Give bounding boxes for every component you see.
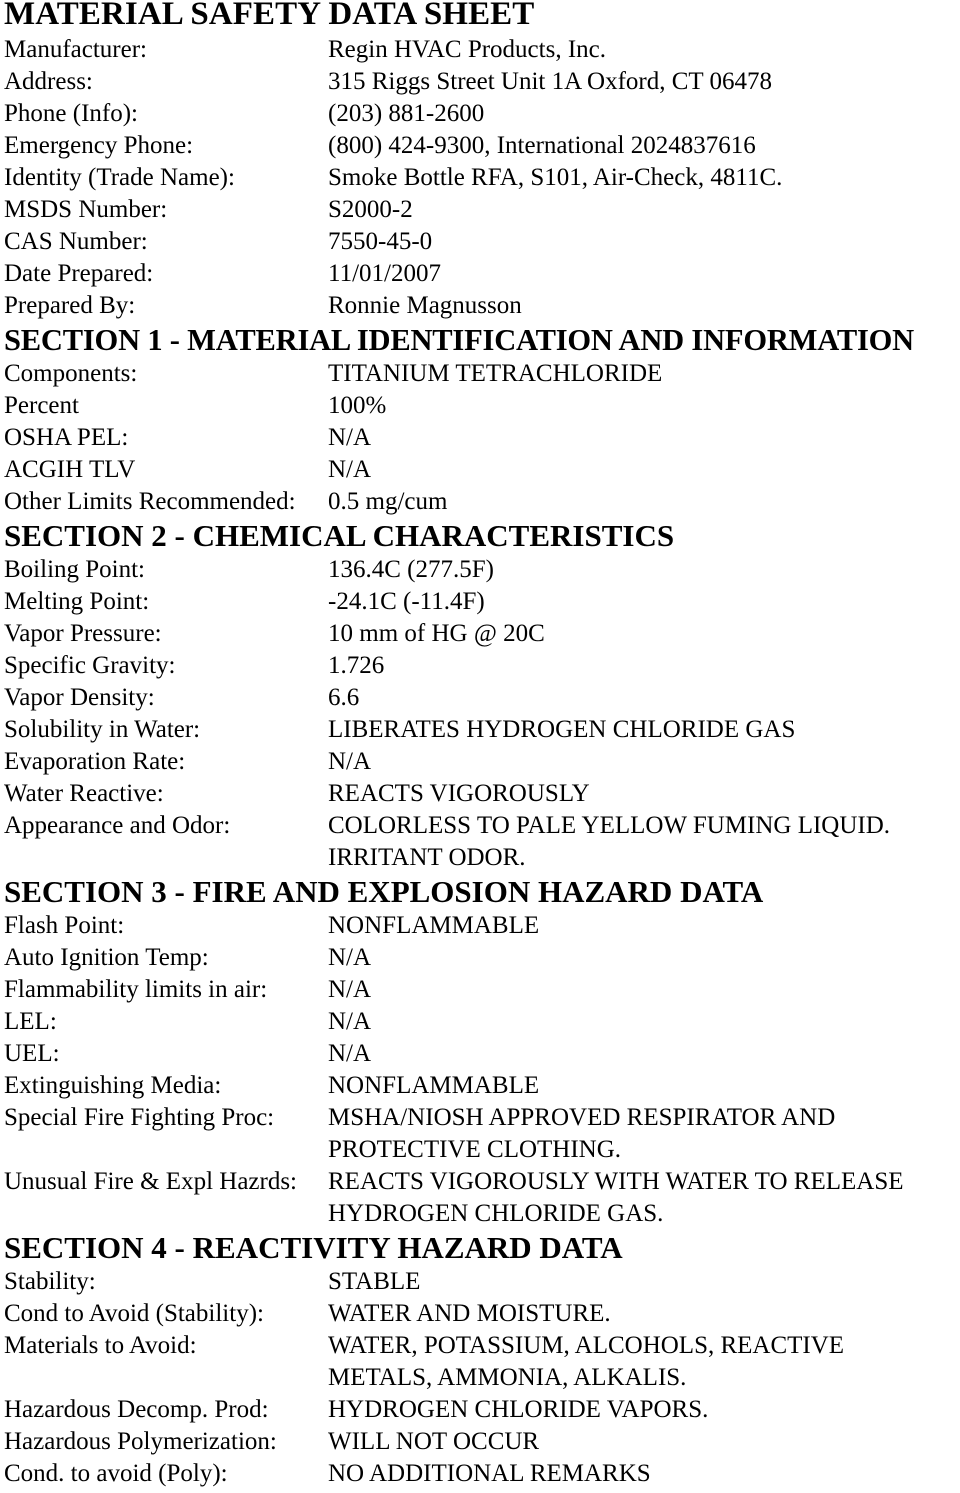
field-row (4, 714, 960, 746)
field-label: Phone (Info): (4, 100, 138, 127)
section-4 (4, 1230, 960, 1490)
field-value: (800) 424-9300, International 2024837616 (328, 132, 756, 159)
field-label: Stability: (4, 1268, 96, 1295)
field-row (4, 554, 960, 586)
field-value: N/A (328, 424, 372, 451)
info-row (4, 194, 960, 226)
field-value: (203) 881-2600 (328, 100, 485, 127)
section-2 (4, 518, 960, 874)
field-row (4, 1426, 960, 1458)
field-row-continuation (4, 1134, 960, 1166)
field-value: MSHA/NIOSH APPROVED RESPIRATOR AND (328, 1104, 836, 1131)
field-value: WATER AND MOISTURE. (328, 1300, 611, 1327)
field-row (4, 1166, 960, 1198)
info-row (4, 226, 960, 258)
section-1 (4, 322, 960, 518)
field-label: OSHA PEL: (4, 424, 129, 451)
field-row (4, 422, 960, 454)
field-label: Identity (Trade Name): (4, 164, 235, 191)
field-row (4, 1298, 960, 1330)
field-value: S2000-2 (328, 196, 413, 223)
section-heading: SECTION 2 - CHEMICAL CHARACTERISTICS (4, 518, 675, 553)
field-value: STABLE (328, 1268, 421, 1295)
field-label: Melting Point: (4, 588, 150, 615)
field-value: 315 Riggs Street Unit 1A Oxford, CT 06478 (328, 68, 772, 95)
field-label: UEL: (4, 1040, 60, 1067)
field-row (4, 910, 960, 942)
field-label: Prepared By: (4, 292, 136, 319)
field-value: N/A (328, 748, 372, 775)
field-label: Materials to Avoid: (4, 1332, 197, 1359)
field-value: 100% (328, 392, 387, 419)
field-value: 10 mm of HG @ 20C (328, 620, 545, 647)
field-value: WATER, POTASSIUM, ALCOHOLS, REACTIVE (328, 1332, 845, 1359)
field-value: HYDROGEN CHLORIDE VAPORS. (328, 1396, 709, 1423)
field-value: METALS, AMMONIA, ALKALIS. (328, 1364, 687, 1391)
field-label: ACGIH TLV (4, 456, 136, 483)
section-3 (4, 874, 960, 1230)
field-label: CAS Number: (4, 228, 148, 255)
field-row (4, 1330, 960, 1362)
field-label: Special Fire Fighting Proc: (4, 1104, 275, 1131)
field-label: Boiling Point: (4, 556, 146, 583)
field-row (4, 1038, 960, 1070)
field-value: 1.726 (328, 652, 385, 679)
field-row (4, 358, 960, 390)
field-row (4, 942, 960, 974)
field-value: 136.4C (277.5F) (328, 556, 494, 583)
field-label: Manufacturer: (4, 36, 147, 63)
field-label: Percent (4, 392, 79, 419)
field-row (4, 454, 960, 486)
field-row (4, 682, 960, 714)
section-heading: SECTION 3 - FIRE AND EXPLOSION HAZARD DATA (4, 874, 764, 909)
field-row-continuation (4, 1362, 960, 1394)
field-label: Hazardous Decomp. Prod: (4, 1396, 269, 1423)
field-row (4, 586, 960, 618)
field-row (4, 810, 960, 842)
field-row (4, 618, 960, 650)
field-label: Emergency Phone: (4, 132, 194, 159)
field-label: MSDS Number: (4, 196, 168, 223)
field-row (4, 390, 960, 422)
field-value: REACTS VIGOROUSLY WITH WATER TO RELEASE (328, 1168, 904, 1195)
field-row (4, 974, 960, 1006)
field-value: Smoke Bottle RFA, S101, Air-Check, 4811C. (328, 164, 783, 191)
field-label: Cond to Avoid (Stability): (4, 1300, 264, 1327)
info-row (4, 162, 960, 194)
field-value: REACTS VIGOROUSLY (328, 780, 590, 807)
field-value: 0.5 mg/cum (328, 488, 448, 515)
field-row (4, 746, 960, 778)
field-label: LEL: (4, 1008, 57, 1035)
field-label: Date Prepared: (4, 260, 154, 287)
field-row (4, 1006, 960, 1038)
info-row (4, 258, 960, 290)
field-row (4, 1102, 960, 1134)
field-row-continuation (4, 842, 960, 874)
field-label: Water Reactive: (4, 780, 164, 807)
field-label: Vapor Density: (4, 684, 155, 711)
field-value: TITANIUM TETRACHLORIDE (328, 360, 663, 387)
field-value: NONFLAMMABLE (328, 1072, 540, 1099)
field-value: 11/01/2007 (328, 260, 441, 287)
msds-document (4, 0, 960, 1490)
field-label: Address: (4, 68, 93, 95)
field-value: Ronnie Magnusson (328, 292, 522, 319)
section-heading: SECTION 1 - MATERIAL IDENTIFICATION AND INFORMATION (4, 323, 914, 357)
field-row (4, 1070, 960, 1102)
field-value: COLORLESS TO PALE YELLOW FUMING LIQUID. (328, 812, 891, 839)
field-label: Extinguishing Media: (4, 1072, 222, 1099)
info-row (4, 130, 960, 162)
field-label: Specific Gravity: (4, 652, 176, 679)
field-value: NO ADDITIONAL REMARKS (328, 1460, 651, 1487)
field-row (4, 1394, 960, 1426)
field-label: Evaporation Rate: (4, 748, 186, 775)
field-value: Regin HVAC Products, Inc. (328, 36, 607, 63)
field-row (4, 650, 960, 682)
field-value: PROTECTIVE CLOTHING. (328, 1136, 622, 1163)
info-row (4, 66, 960, 98)
field-row (4, 486, 960, 518)
info-row (4, 98, 960, 130)
field-value: HYDROGEN CHLORIDE GAS. (328, 1200, 664, 1227)
field-row (4, 778, 960, 810)
info-row (4, 34, 960, 66)
field-label: Hazardous Polymerization: (4, 1428, 277, 1455)
field-label: Unusual Fire & Expl Hazrds: (4, 1168, 298, 1195)
field-label: Flammability limits in air: (4, 976, 268, 1003)
field-row (4, 1458, 960, 1490)
field-label: Vapor Pressure: (4, 620, 162, 647)
field-value: N/A (328, 944, 372, 971)
field-value: WILL NOT OCCUR (328, 1428, 540, 1455)
section-heading: SECTION 4 - REACTIVITY HAZARD DATA (4, 1230, 623, 1265)
field-label: Cond. to avoid (Poly): (4, 1460, 228, 1487)
field-value: IRRITANT ODOR. (328, 844, 526, 871)
field-row (4, 1266, 960, 1298)
field-label: Flash Point: (4, 912, 125, 939)
field-value: LIBERATES HYDROGEN CHLORIDE GAS (328, 716, 796, 743)
info-row (4, 290, 960, 322)
field-label: Other Limits Recommended: (4, 488, 296, 515)
field-value: N/A (328, 976, 372, 1003)
field-row-continuation (4, 1198, 960, 1230)
field-value: N/A (328, 1040, 372, 1067)
field-value: N/A (328, 1008, 372, 1035)
field-value: NONFLAMMABLE (328, 912, 540, 939)
field-label: Solubility in Water: (4, 716, 201, 743)
field-label: Auto Ignition Temp: (4, 944, 209, 971)
field-value: N/A (328, 456, 372, 483)
header-info (4, 34, 960, 322)
field-label: Components: (4, 360, 138, 387)
document-title: MATERIAL SAFETY DATA SHEET (4, 0, 535, 32)
field-value: 7550-45-0 (328, 228, 433, 255)
field-value: 6.6 (328, 684, 360, 711)
field-label: Appearance and Odor: (4, 812, 231, 839)
field-value: -24.1C (-11.4F) (328, 588, 485, 615)
